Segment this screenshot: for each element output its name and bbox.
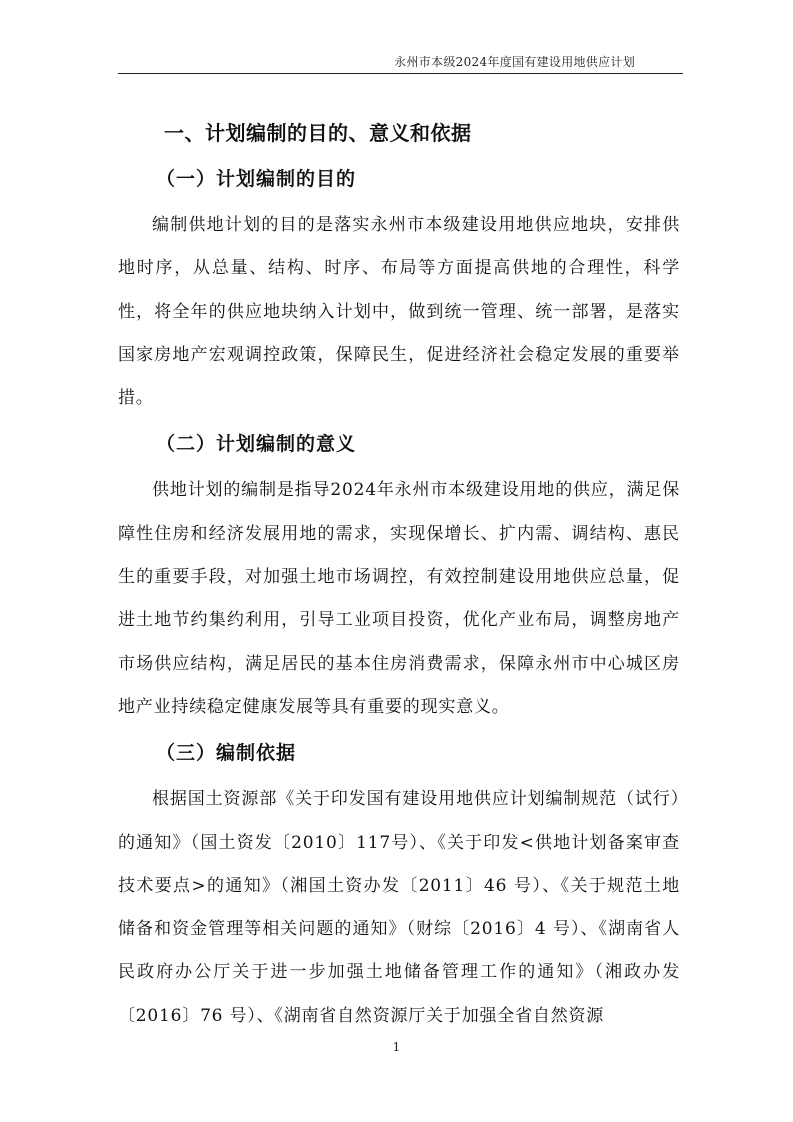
paragraph-significance: 供地计划的编制是指导2024年永州市本级建设用地的供应，满足保障性住房和经济发展用地的需求，实现保增长、扩内需、调结构、惠民生的重要手段，对加强土地市场调控，有效控制建设用地供应总量，促进土地节约集约利用，引导工业项目投资，优化产业布局，调整房地产市场供应结构，满足居民的基本住房消费需求，保障永州市中心城区房地产业持续稳定健康发展等具有重要的现实意义。 — [118, 480, 680, 717]
subsection-heading-significance: （二）计划编制的意义 — [156, 433, 357, 456]
paragraph-basis: 根据国土资源部《关于印发国有建设用地供应计划编制规范（试行）的通知》（国土资发〔2010〕117号）、《关于印发<供地计划备案审查技术要点>的通知》（湘国土资办发〔2011〕46 号）、《关于规范土地储备和资金管理等相关问题的通知》（财综〔2016〕4 号）、《湖南省人民政府办公厅关于进一步加强土地储备管理工作的通知》（湘政办发〔2016〕76 号）、《湖南省自然资源厅关于加强全省自然资源 — [118, 789, 680, 1026]
subsection-heading-basis: （三）编制依据 — [156, 742, 297, 765]
paragraph-purpose: 编制供地计划的目的是落实永州市本级建设用地供应地块，安排供地时序，从总量、结构、时序、布局等方面提高供地的合理性，科学性，将全年的供应地块纳入计划中，做到统一管理、统一部署，是落实国家房地产宏观调控政策，保障民生，促进经济社会稳定发展的重要举措。 — [118, 215, 680, 409]
page-number: 1 — [392, 1040, 401, 1054]
section-title: 一、计划编制的目的、意义和依据 — [164, 121, 472, 145]
running-header — [118, 51, 683, 74]
document-body — [118, 112, 680, 1038]
subsection-heading-purpose: （一）计划编制的目的 — [156, 168, 357, 190]
running-header-title: 永州市本级2024年度国有建设用地供应计划 — [394, 55, 635, 69]
